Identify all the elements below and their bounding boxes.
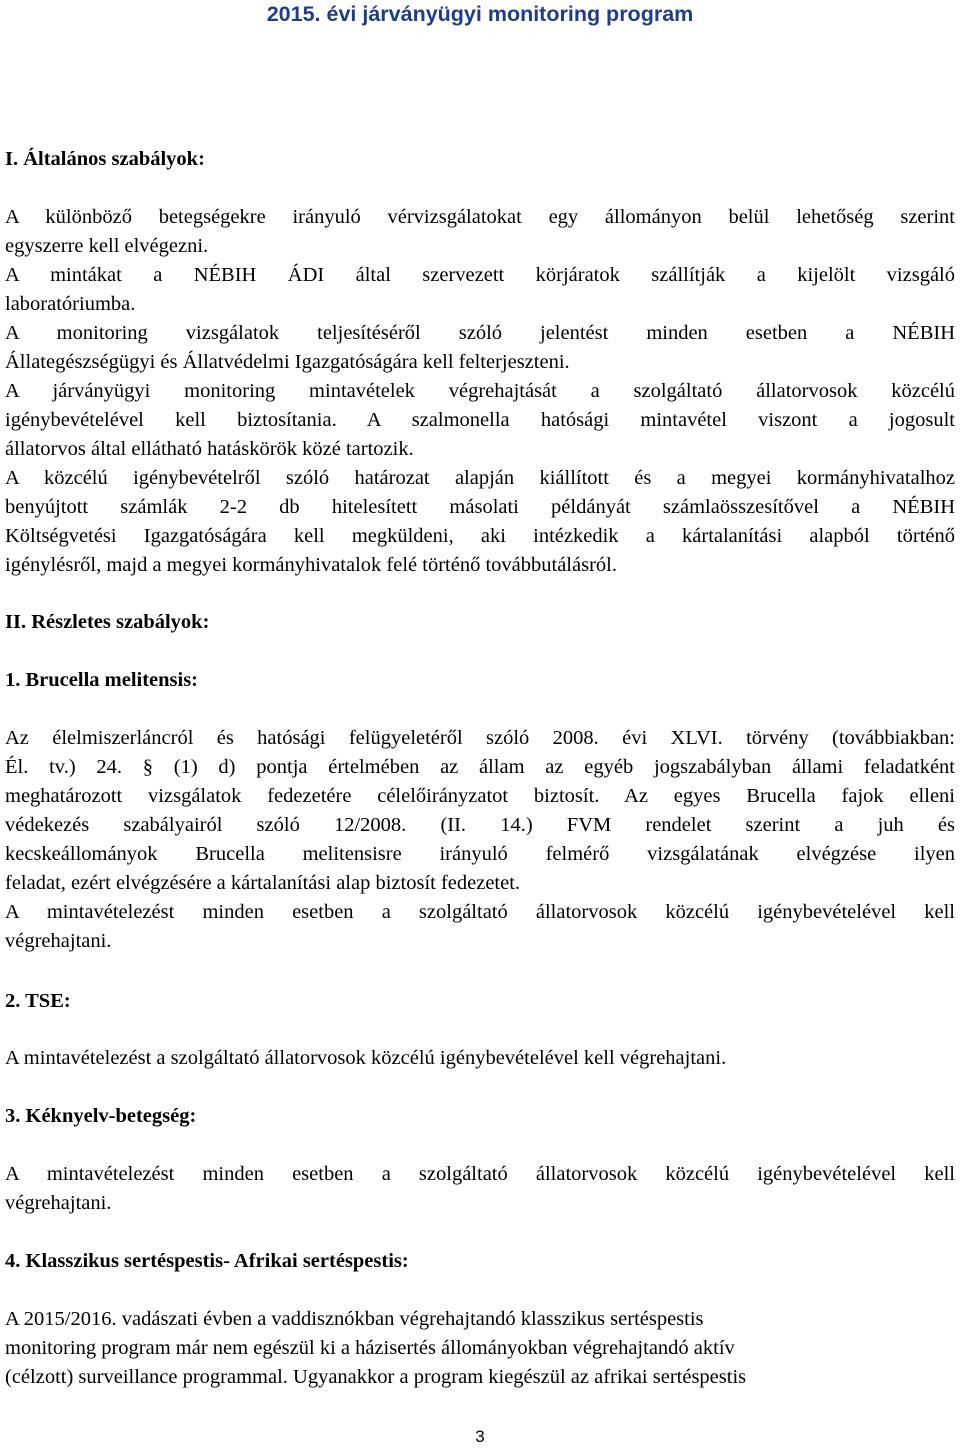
text-line: A járványügyi monitoring mintavételek végrehajtását a szolgáltató állatorvosok közcélú xyxy=(5,380,955,402)
text-line: igénylésről, majd a megyei kormányhivatalok felé történő továbbutálásról. xyxy=(5,554,617,576)
text-line: A mintavételezést a szolgáltató állatorvosok közcélú igénybevételével kell végrehajtani. xyxy=(5,1047,727,1069)
text-line: végrehajtani. xyxy=(5,930,112,952)
text-line: védekezés szabályairól szóló 12/2008. (II. 14.) FVM rendelet szerint a juh és xyxy=(5,814,955,836)
subsection-swine-fever-body xyxy=(5,1305,955,1392)
text-line: laboratóriumba. xyxy=(5,293,136,315)
text-line: A 2015/2016. vadászati évben a vaddisznókban végrehajtandó klasszikus sertéspestis xyxy=(5,1308,704,1330)
section-heading-general-rules: I. Általános szabályok: xyxy=(5,148,205,170)
text-line: Az élelmiszerláncról és hatósági felügyeletéről szóló 2008. évi XLVI. törvény (továbbiakban: xyxy=(5,727,955,749)
subsection-bluetongue-body xyxy=(5,1160,955,1218)
text-line: A különböző betegségekre irányuló vérvizsgálatokat egy állományon belül lehetőség szerint xyxy=(5,206,955,228)
text-line: (célzott) surveillance programmal. Ugyanakkor a program kiegészül az afrikai sertéspestis xyxy=(5,1366,747,1388)
text-line: végrehajtani. xyxy=(5,1192,112,1214)
text-line: A mintavételezést minden esetben a szolgáltató állatorvosok közcélú igénybevételével kell xyxy=(5,901,955,923)
text-line: Költségvetési Igazgatóságára kell megküldeni, aki intézkedik a kártalanítási alapból történő xyxy=(5,525,955,547)
text-line: Állategészségügyi és Állatvédelmi Igazgatóságára kell felterjeszteni. xyxy=(5,351,570,373)
subsection-tse-body xyxy=(5,1044,955,1073)
text-line: kecskeállományok Brucella melitensisre irányuló felmérő vizsgálatának elvégzése ilyen xyxy=(5,843,955,865)
subsection-heading-swine-fever: 4. Klasszikus sertéspestis- Afrikai sertéspestis: xyxy=(5,1250,409,1272)
text-line: A mintavételezést minden esetben a szolgáltató állatorvosok közcélú igénybevételével kell xyxy=(5,1163,955,1185)
text-line: állatorvos által ellátható hatáskörök közé tartozik. xyxy=(5,438,414,460)
text-line: meghatározott vizsgálatok fedezetére célelőirányzatot biztosít. Az egyes Brucella fajok elleni xyxy=(5,785,955,807)
subsection-heading-tse: 2. TSE: xyxy=(5,990,71,1012)
text-line: egyszerre kell elvégezni. xyxy=(5,235,209,257)
text-line: igénybevételével kell biztosítania. A szalmonella hatósági mintavétel viszont a jogosult xyxy=(5,409,955,431)
text-line: A mintákat a NÉBIH ÁDI által szervezett körjáratok szállítják a kijelölt vizsgáló xyxy=(5,264,955,286)
subsection-brucella-body xyxy=(5,724,955,956)
section-general-rules-body xyxy=(5,203,955,580)
text-line: monitoring program már nem egészül ki a házisertés állományokban végrehajtandó aktív xyxy=(5,1337,735,1359)
subsection-heading-brucella: 1. Brucella melitensis: xyxy=(5,669,199,691)
text-line: benyújtott számlák 2-2 db hitelesített másolati példányát számlaösszesítővel a NÉBIH xyxy=(5,496,955,518)
text-line: feladat, ezért elvégzésére a kártalanítási alap biztosít fedezetet. xyxy=(5,872,521,894)
document-title: 2015. évi járványügyi monitoring program xyxy=(266,2,694,26)
text-line: A monitoring vizsgálatok teljesítéséről szóló jelentést minden esetben a NÉBIH xyxy=(5,322,955,344)
section-heading-detailed-rules: II. Részletes szabályok: xyxy=(5,611,210,633)
subsection-heading-bluetongue: 3. Kéknyelv-betegség: xyxy=(5,1105,197,1127)
page-number: 3 xyxy=(475,1427,485,1446)
text-line: Él. tv.) 24. § (1) d) pontja értelmében az állam az egyéb jogszabályban állami feladatként xyxy=(5,756,955,778)
text-line: A közcélú igénybevételről szóló határozat alapján kiállított és a megyei kormányhivatalhoz xyxy=(5,467,955,489)
